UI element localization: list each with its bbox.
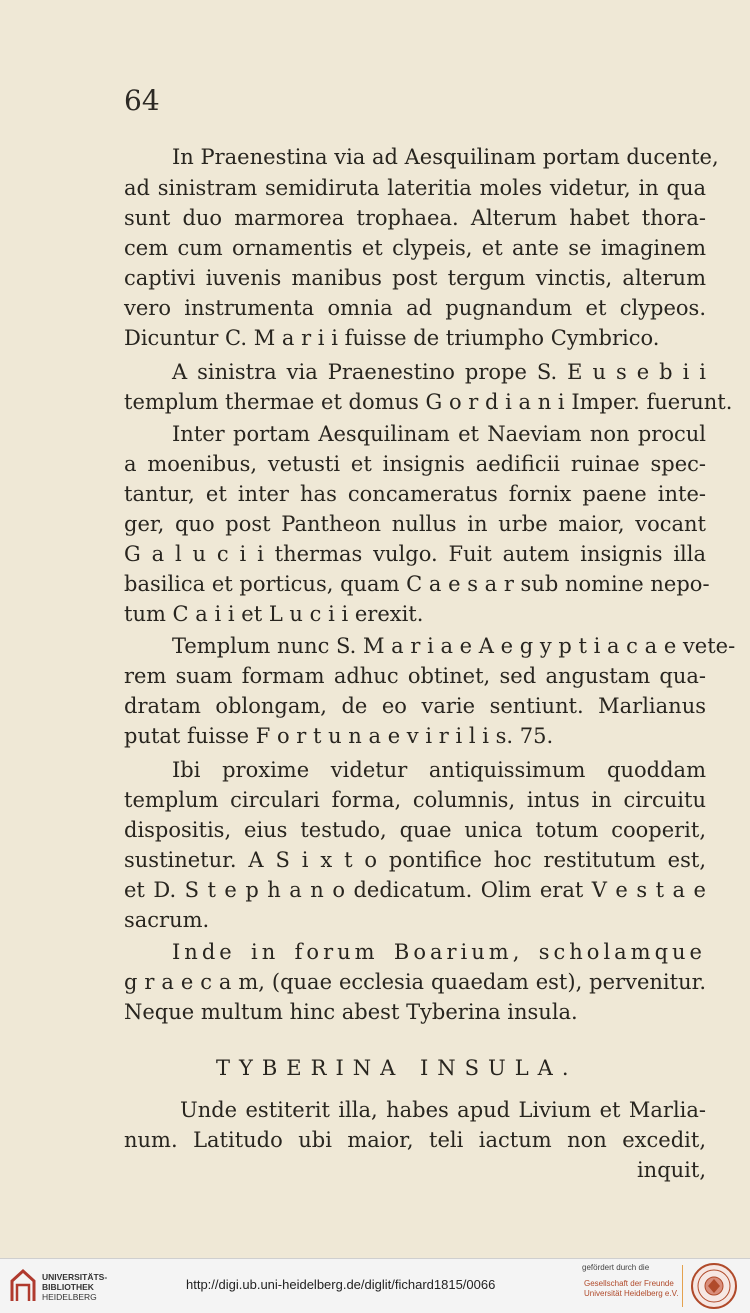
text-line: A sinistra via Praenestino prope S. E u s e b i i <box>172 360 706 384</box>
sponsor-label: gefördert durch die <box>582 1263 650 1272</box>
text-line: templum thermae et domus G o r d i a n i Imper. fuerunt. <box>124 390 733 414</box>
text-line: num. Latitudo ubi maior, teli iactum non excedit, <box>124 1128 706 1152</box>
text-line: et D. S t e p h a n o dedicatum. Olim erat V e s t a e <box>124 878 706 902</box>
text-line: dratam oblongam, de eo varie sentiunt. Marlianus <box>124 694 706 718</box>
footer-bar <box>0 1258 750 1313</box>
text-line: templum circulari forma, columnis, intus in circuitu <box>124 788 706 812</box>
text-line: putat fuisse F o r t u n a e v i r i l i s. 75. <box>124 724 554 748</box>
text-line: a moenibus, vetusti et insignis aedificii ruinae spec- <box>124 452 706 476</box>
page-number: 64 <box>124 84 160 117</box>
text-line: Unde estiterit illa, habes apud Livium et Marlia- <box>180 1098 706 1122</box>
text-line: basilica et porticus, quam C a e s a r sub nomine nepo- <box>124 572 710 596</box>
catchword: inquit, <box>636 1158 706 1182</box>
text-line: tum C a i i et L u c i i erexit. <box>124 602 424 626</box>
university-name <box>42 1272 107 1302</box>
text-line: tantur, et inter has concameratus fornix paene inte- <box>124 482 706 506</box>
university-line: HEIDELBERG <box>42 1292 97 1302</box>
society-line: Universität Heidelberg e.V. <box>584 1289 679 1298</box>
society-seal-icon <box>690 1262 738 1310</box>
text-line: captivi iuvenis manibus post tergum vinctis, alterum <box>124 266 706 290</box>
text-line: ger, quo post Pantheon nullus in urbe maior, vocant <box>124 512 706 536</box>
university-line: BIBLIOTHEK <box>42 1282 94 1292</box>
text-line: Dicuntur C. M a r i i fuisse de triumpho Cymbrico. <box>124 326 660 350</box>
text-line: sunt duo marmorea trophaea. Alterum habet thora- <box>124 206 706 230</box>
text-line: Neque multum hinc abest Tyberina insula. <box>124 1000 578 1024</box>
divider <box>682 1265 683 1307</box>
text-line: Inde in forum Boarium, scholamque <box>172 940 706 964</box>
text-line: dispositis, eius testudo, quae unica totum cooperit, <box>124 818 706 842</box>
university-line: UNIVERSITÄTS- <box>42 1272 108 1282</box>
text-line: sustinetur. A S i x t o pontifice hoc restitutum est, <box>124 848 706 872</box>
text-line: sacrum. <box>124 908 210 932</box>
text-line: ad sinistram semidiruta lateritia moles videtur, in qua <box>124 176 706 200</box>
text-line: G a l u c i i thermas vulgo. Fuit autem insignis illa <box>124 542 706 566</box>
society-name <box>584 1279 680 1299</box>
university-logo-icon <box>8 1267 38 1305</box>
text-line: cem cum ornamentis et clypeis, et ante se imaginem <box>124 236 706 260</box>
text-line: g r a e c a m, (quae ecclesia quaedam est), pervenitur. <box>124 970 706 994</box>
society-line: Gesellschaft der Freunde <box>584 1279 674 1288</box>
text-line: vero instrumenta omnia ad pugnandum et clypeos. <box>124 296 706 320</box>
permalink-url[interactable]: http://digi.ub.uni-heidelberg.de/diglit/fichard1815/0066 <box>186 1277 496 1292</box>
text-line: Templum nunc S. M a r i a e A e g y p t i a c a e vete- <box>172 634 736 658</box>
text-line: rem suam formam adhuc obtinet, sed angustam qua- <box>124 664 706 688</box>
text-line: Inter portam Aesquilinam et Naeviam non procul <box>172 422 706 446</box>
section-heading: TYBERINA INSULA. <box>216 1056 578 1080</box>
text-line: In Praenestina via ad Aesquilinam portam ducente, <box>172 145 719 169</box>
text-line: Ibi proxime videtur antiquissimum quoddam <box>172 758 706 782</box>
